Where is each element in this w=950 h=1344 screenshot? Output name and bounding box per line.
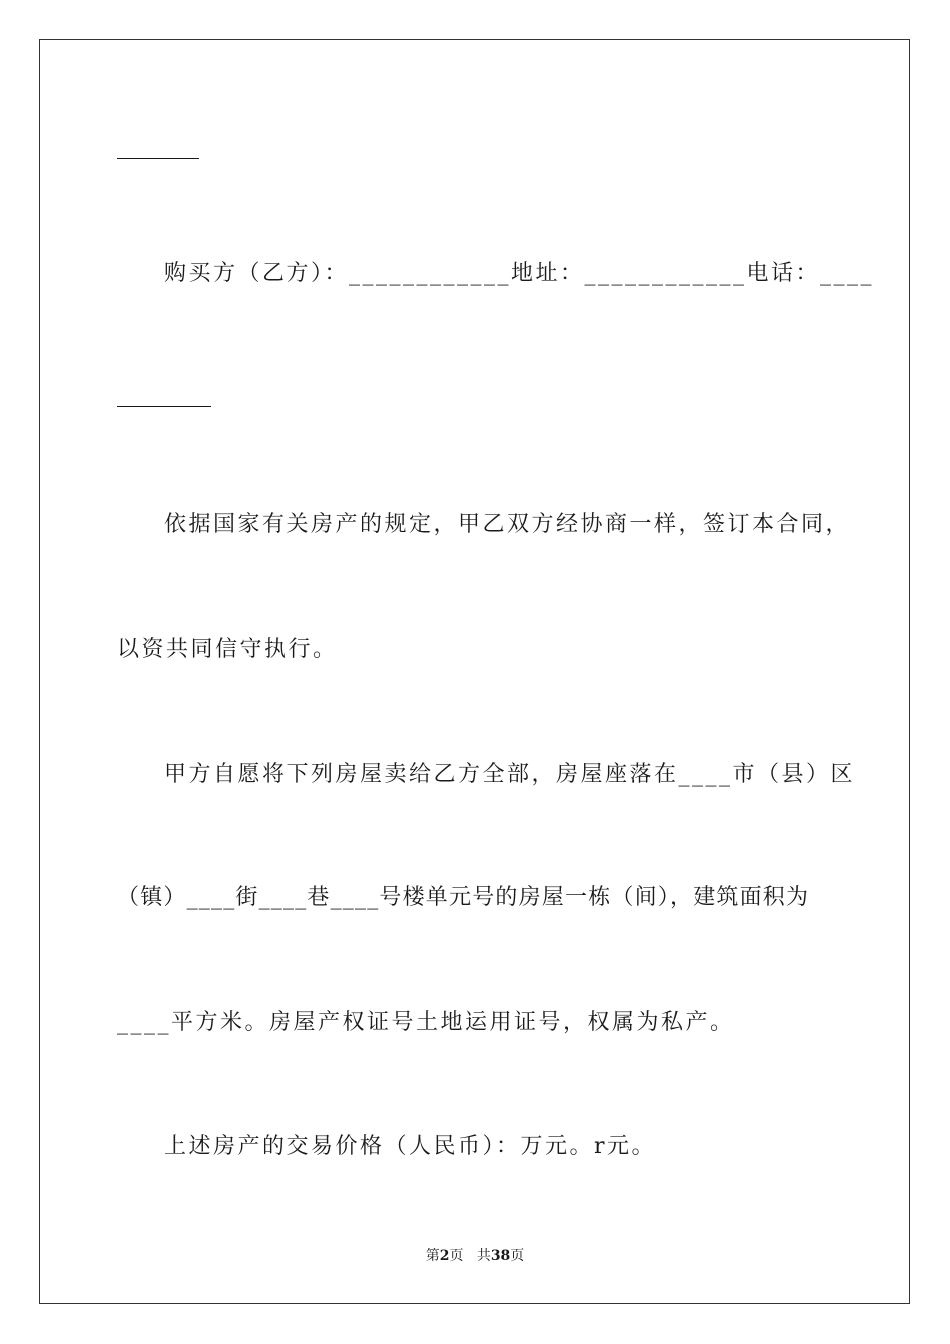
paragraph-property-line-2: （镇）____街____巷____号楼单元号的房屋一栋（间），建筑面积为 bbox=[117, 885, 810, 910]
blank-underline-top bbox=[117, 158, 199, 159]
page-border bbox=[39, 39, 910, 1304]
footer-page-suffix: 页 bbox=[449, 1248, 464, 1264]
blank-underline-phone bbox=[117, 406, 211, 407]
paragraph-basis-line-1: 依据国家有关房产的规定，甲乙双方经协商一样，签订本合同， bbox=[164, 512, 851, 537]
footer-page-number: 2 bbox=[439, 1248, 450, 1264]
footer-total-prefix: 共 bbox=[476, 1248, 491, 1264]
page-footer bbox=[0, 1246, 950, 1266]
buyer-line: 购买方（乙方）：____________地址：____________电话：____ bbox=[164, 261, 875, 286]
paragraph-property-line-1: 甲方自愿将下列房屋卖给乙方全部，房屋座落在____市（县）区 bbox=[164, 762, 856, 787]
footer-total-suffix: 页 bbox=[510, 1248, 525, 1264]
paragraph-basis-line-2: 以资共同信守执行。 bbox=[117, 637, 338, 662]
paragraph-property-line-3: ____平方米。房屋产权证号土地运用证号，权属为私产。 bbox=[117, 1010, 735, 1035]
footer-page-prefix: 第 bbox=[425, 1248, 440, 1264]
paragraph-price-line: 上述房产的交易价格（人民币）：万元。r元。 bbox=[164, 1134, 657, 1159]
footer-total-pages: 38 bbox=[490, 1248, 511, 1264]
